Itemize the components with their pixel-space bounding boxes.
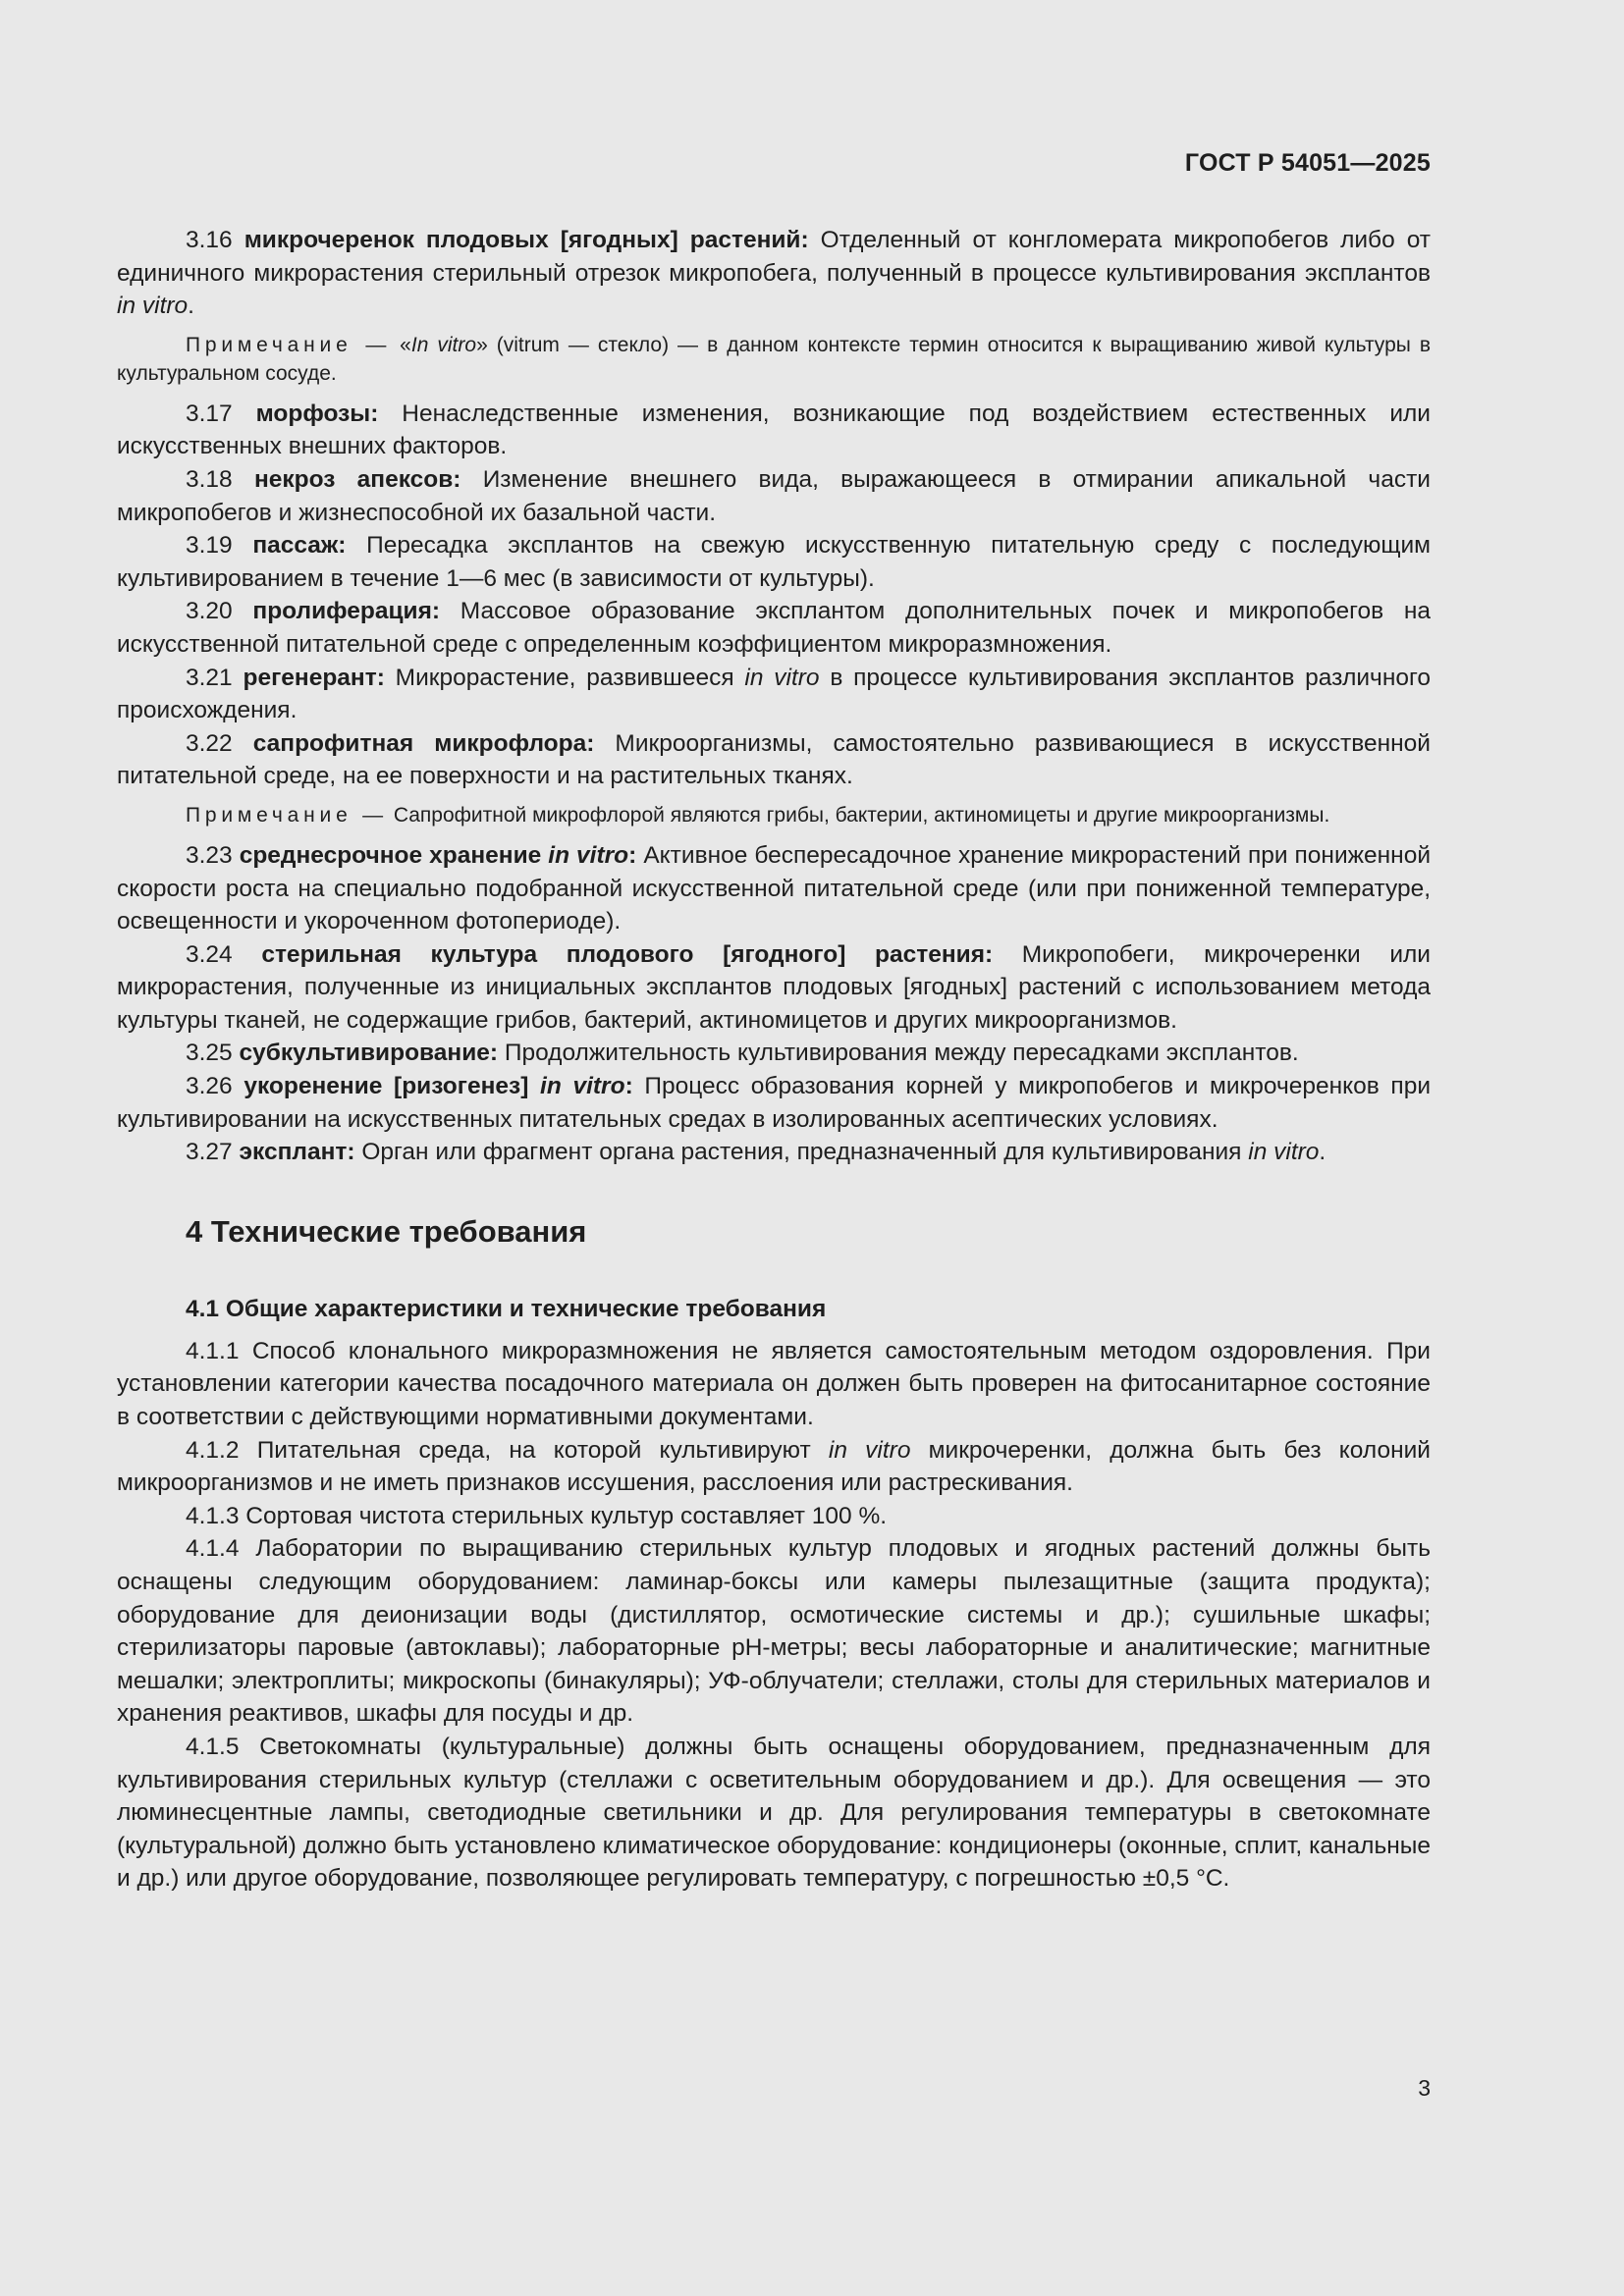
term-title: сапрофитная микрофлора: [252, 729, 595, 757]
term-title: регенерант: [243, 664, 385, 691]
document-body [117, 224, 1431, 1896]
paragraph-4-1-2: 4.1.2 Питательная среда, на которой культивируют in vitro микрочеренки, должна быть без колоний микроорганизмов и не иметь признаков иссушения, расслоения или растрескивания. [117, 1436, 1431, 1497]
term-title: пассаж: [252, 532, 347, 560]
term-3-18: 3.18 некроз апексов: Изменение внешнего вида, выражающееся в отмирании апикальной части микропобегов и жизнеспособной их базальной части. [117, 465, 1431, 526]
term-3-26: 3.26 укоренение [ризогенез] in vitro: Процесс образования корней у микропобегов и микрочеренков при культивировании на искусственных питательных средах в изолированных асептических условиях. [117, 1073, 1432, 1133]
document-header: ГОСТ Р 54051—2025 [1184, 149, 1431, 177]
term-title: эксплант: [239, 1139, 355, 1166]
term-3-17: 3.17 морфозы: Ненаследственные изменения, возникающие под воздействием естественных или искусственных внешних факторов. [117, 400, 1431, 460]
page-number: 3 [1418, 2075, 1431, 2101]
term-title: укоренение [ризогенез] in vitro: [244, 1073, 633, 1100]
note-3-16: Примечание — «In vitro» (vitrum — стекло) — в данном контексте термин относится к выращиванию живой культуры в культуральном сосуде. [117, 333, 1431, 385]
note-3-22: Примечание — Сапрофитной микрофлорой являются грибы, бактерии, актиномицеты и другие микроорганизмы. [186, 803, 1330, 827]
subsection-heading-4-1: 4.1 Общие характеристики и технические требования [186, 1295, 827, 1322]
term-title: морфозы: [255, 400, 379, 427]
term-3-21: 3.21 регенерант: Микрорастение, развившееся in vitro в процессе культивирования эксплантов различного происхождения. [117, 664, 1432, 724]
term-title: пролиферация: [252, 598, 441, 625]
note-label: Примечание — [186, 333, 392, 356]
term-3-27: 3.27 эксплант: Орган или фрагмент органа растения, предназначенный для культивирования in vitro. [186, 1139, 1326, 1166]
term-3-25: 3.25 субкультивирование: Продолжительность культивирования между пересадками эксплантов. [186, 1040, 1299, 1067]
term-title: микрочеренок плодовых [ягодных] растений: [244, 227, 809, 253]
term-title: стерильная культура плодового [ягодного] растения: [261, 940, 994, 968]
term-3-24: 3.24 стерильная культура плодового [ягодного] растения: Микропобеги, микрочеренки или микрорастения, полученные из инициальных эксплантов плодовых [ягодных] растений с использованием метода культуры тканей, не содержащие грибов, бактерий, актиномицетов и других микроорганизмов. [117, 940, 1431, 1034]
paragraph-4-1-5: 4.1.5 Светокомнаты (культуральные) должны быть оснащены оборудованием, предназначенным для культивирования стерильных культур (стеллажи с осветительным оборудованием и др.). Для освещения — это люминесцентные лампы, светодиодные светильники и др. Для регулирования температуры в светокомнате (культуральной) должно быть установлено климатическое оборудование: кондиционеры (оконные, сплит, канальные и др.) или другое оборудование, позволяющее регулировать температуру, с погрешностью ±0,5 °С. [117, 1733, 1431, 1893]
section-heading-4: 4 Технические требования [186, 1213, 587, 1249]
term-3-20: 3.20 пролиферация: Массовое образование эксплантом дополнительных почек и микропобегов на искусственной питательной среде с определенным коэффициентом микроразмножения. [117, 598, 1432, 658]
paragraph-4-1-4: 4.1.4 Лаборатории по выращиванию стерильных культур плодовых и ягодных растений должны быть оснащены следующим оборудованием: ламинар-боксы или камеры пылезащитные (защита продукта); оборудование для деионизации воды (дистиллятор, осмотические системы и др.); сушильные шкафы; стерилизаторы паровые (автоклавы); лабораторные рН-метры; весы лабораторные и аналитические; магнитные мешалки; электроплиты; микроскопы (бинакуляры); УФ-облучатели; стеллажи, столы для стерильных материалов и хранения реактивов, шкафы для посуды и др. [117, 1535, 1431, 1728]
term-title: некроз апексов: [253, 465, 461, 493]
paragraph-4-1-3: 4.1.3 Сортовая чистота стерильных культур составляет 100 %. [186, 1502, 888, 1529]
note-label: Примечание — [186, 803, 388, 827]
paragraph-4-1-1: 4.1.1 Способ клонального микроразмножения не является самостоятельным методом оздоровления. При установлении категории качества посадочного материала он должен быть проверен на фитосанитарное состояние в соответствии с действующими нормативными документами. [117, 1337, 1431, 1431]
term-3-22: 3.22 сапрофитная микрофлора: Микроорганизмы, самостоятельно развивающиеся в искусственной питательной среде, на ее поверхности и на растительных тканях. [117, 729, 1431, 790]
term-title: субкультивирование: [239, 1040, 499, 1067]
term-3-16: 3.16 микрочеренок плодовых [ягодных] растений: Отделенный от конгломерата микропобегов либо от единичного микрорастения стерильный отрезок микропобега, полученный в процессе культивирования эксплантов in vitro. [117, 227, 1432, 320]
term-3-23: 3.23 среднесрочное хранение in vitro: Активное беспересадочное хранение микрорастений при пониженной скорости роста на специально подобранной искусственной питательной среде (или при пониженной температуре, освещенности и укороченном фотопериоде). [117, 841, 1432, 935]
term-3-19: 3.19 пассаж: Пересадка эксплантов на свежую искусственную питательную среду с последующим культивированием в течение 1—6 мес (в зависимости от культуры). [117, 532, 1432, 592]
term-title: среднесрочное хранение in vitro: [239, 841, 637, 869]
